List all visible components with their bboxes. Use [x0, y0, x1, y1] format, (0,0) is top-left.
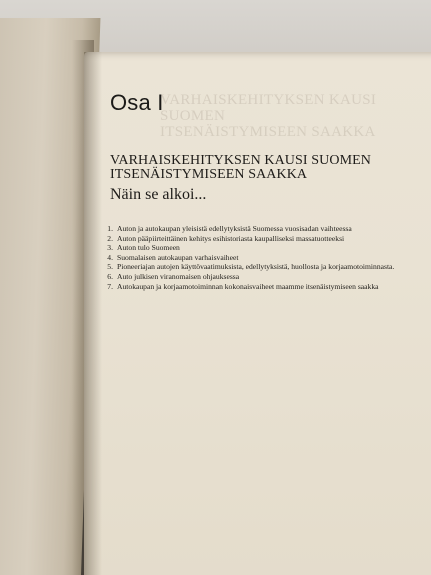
- heading-line: ITSENÄISTYMISEEN SAAKKA: [110, 167, 308, 182]
- part-title: Osa I: [110, 90, 164, 115]
- item-text: Autokaupan ja korjaamotoiminnan kokonaisvaiheet maamme itsenäistymiseen saakka: [117, 281, 379, 291]
- list-item: [104, 224, 424, 234]
- bleed-line: VARHAISKEHITYKSEN KAUSI SUOMEN: [160, 92, 377, 124]
- item-text: Auto julkisen viranomaisen ohjauksessa: [117, 271, 240, 281]
- item-text: Suomalaisen autokaupan varhaisvaiheet: [117, 252, 239, 262]
- list-item: [104, 272, 424, 282]
- item-number: 2.: [107, 233, 113, 243]
- item-number: 4.: [107, 252, 113, 262]
- book-gutter: [84, 52, 102, 575]
- heading-line: VARHAISKEHITYKSEN KAUSI SUOMEN: [110, 153, 371, 168]
- subtitle: Näin se alkoi...: [110, 186, 207, 203]
- list-item: [104, 253, 424, 263]
- list-item: [104, 282, 424, 292]
- item-number: 7.: [107, 281, 113, 291]
- list-item: [104, 262, 424, 272]
- bleed-line: ITSENÄISTYMISEEN SAAKKA: [160, 124, 376, 140]
- item-text: Auton tulo Suomeen: [117, 243, 180, 253]
- item-number: 1.: [107, 224, 113, 233]
- list-item: [104, 234, 424, 244]
- bleed-through-text: [160, 92, 400, 140]
- item-text: Pioneeriajan autojen käyttövaatimuksista, edellytyksistä, huollosta ja korjaamotoiminnasta.: [117, 262, 395, 272]
- table-of-contents: [104, 224, 424, 291]
- item-text: Auton ja autokaupan yleisistä edellytyksistä Suomessa vuosisadan vaihteessa: [117, 224, 352, 233]
- item-number: 3.: [107, 243, 113, 253]
- list-item: [104, 243, 424, 253]
- item-number: 6.: [107, 271, 113, 281]
- item-text: Auton pääpiirteittäinen kehitys esihistoriasta kaupalliseksi massatuotteeksi: [117, 233, 345, 243]
- item-number: 5.: [107, 262, 113, 272]
- chapter-heading: [110, 154, 410, 182]
